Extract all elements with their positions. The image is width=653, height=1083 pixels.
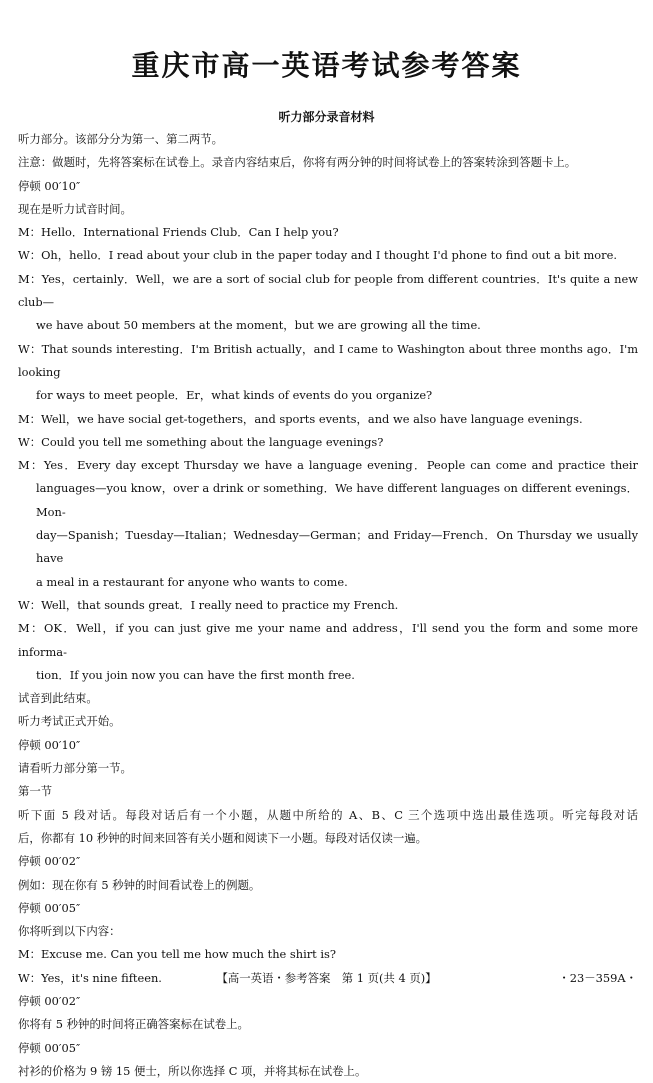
transcript-line: M：Yes，certainly．Well，we are a sort of social club for people from different countries．It's quite a new club—	[18, 271, 638, 310]
transcript-line: 例如：现在你有 5 秒钟的时间看试卷上的例题。	[18, 877, 261, 892]
transcript-line: 现在是听力试音时间。	[18, 201, 132, 216]
transcript-line: W：Well，that sounds great．I really need to practice my French.	[18, 597, 399, 612]
transcript-line: 后，你都有 10 秒钟的时间来回答有关小题和阅读下一小题。每段对话仅读一遍。	[18, 830, 428, 845]
transcript-body	[18, 128, 638, 1083]
transcript-line: languages—you know，over a drink or something．We have different languages on different evenings．Mon-	[36, 481, 638, 519]
transcript-line: M：OK．Well，if you can just give me your name and address，I'll send you the form and some more informa-	[18, 621, 638, 659]
transcript-line: 第一节	[18, 784, 53, 799]
transcript-line: 衬衫的价格为 9 镑 15 便士，所以你选择 C 项，并将其标在试卷上。	[18, 1063, 367, 1078]
page-title: 重庆市高一英语考试参考答案	[131, 49, 522, 82]
transcript-line: M：Excuse me. Can you tell me how much the shirt is?	[18, 947, 336, 962]
footer-code: ・23－359A・	[558, 971, 637, 985]
transcript-line: 停顿 00′10″	[18, 178, 81, 193]
page-footer	[0, 970, 653, 992]
transcript-line: 请看听力部分第一节。	[18, 761, 132, 776]
transcript-line: tion．If you join now you can have the first month free.	[36, 667, 355, 682]
transcript-line: M：Yes．Every day except Thursday we have a language evening．People can come and practice their	[18, 458, 638, 473]
transcript-line: W：Oh，hello．I read about your club in the paper today and I thought I'd phone to find out a bit more.	[18, 248, 617, 263]
transcript-line: for ways to meet people．Er，what kinds of events do you organize?	[36, 388, 433, 403]
transcript-line: 试音到此结束。	[18, 691, 98, 706]
footer-page-info: 【高一英语・参考答案 第 1 页(共 4 页)】	[216, 971, 437, 985]
transcript-line: 你将有 5 秒钟的时间将正确答案标在试卷上。	[18, 1017, 249, 1032]
transcript-line: day—Spanish；Tuesday—Italian；Wednesday—German；and Friday—French．On Thursday we usually have	[36, 528, 638, 566]
transcript-line: W：That sounds interesting．I'm British actually，and I came to Washington about three months ago．I'm looking	[18, 341, 638, 379]
transcript-line: 注意：做题时，先将答案标在试卷上。录音内容结束后，你将有两分钟的时间将试卷上的答案转涂到答题卡上。	[18, 155, 577, 170]
transcript-line: 停顿 00′02″	[18, 854, 81, 869]
transcript-line: 听力考试正式开始。	[18, 714, 121, 729]
transcript-line: W：Could you tell me something about the language evenings?	[18, 434, 384, 449]
transcript-line: 停顿 00′10″	[18, 737, 81, 752]
transcript-line: a meal in a restaurant for anyone who wants to come.	[36, 574, 348, 589]
transcript-line: 听力部分。该部分分为第一、第二两节。	[18, 132, 224, 146]
section-subtitle: 听力部分录音材料	[278, 110, 375, 124]
transcript-line: W：Yes，it's nine fifteen.	[18, 970, 162, 985]
transcript-line: we have about 50 members at the moment，but we are growing all the time.	[36, 318, 481, 333]
transcript-line: 停顿 00′02″	[18, 993, 81, 1008]
transcript-line: M：Hello．International Friends Club．Can I help you?	[18, 225, 339, 240]
transcript-line: 你将听到以下内容：	[18, 924, 121, 939]
transcript-line: 停顿 00′05″	[18, 900, 81, 915]
transcript-line: 听下面 5 段对话。每段对话后有一个小题，从题中所给的 A、B、C 三个选项中选出最佳选项。听完每段对话	[18, 807, 638, 822]
transcript-line: 停顿 00′05″	[18, 1040, 81, 1055]
transcript-line: M：Well，we have social get-togethers，and sports events，and we also have language evenings.	[18, 411, 583, 426]
